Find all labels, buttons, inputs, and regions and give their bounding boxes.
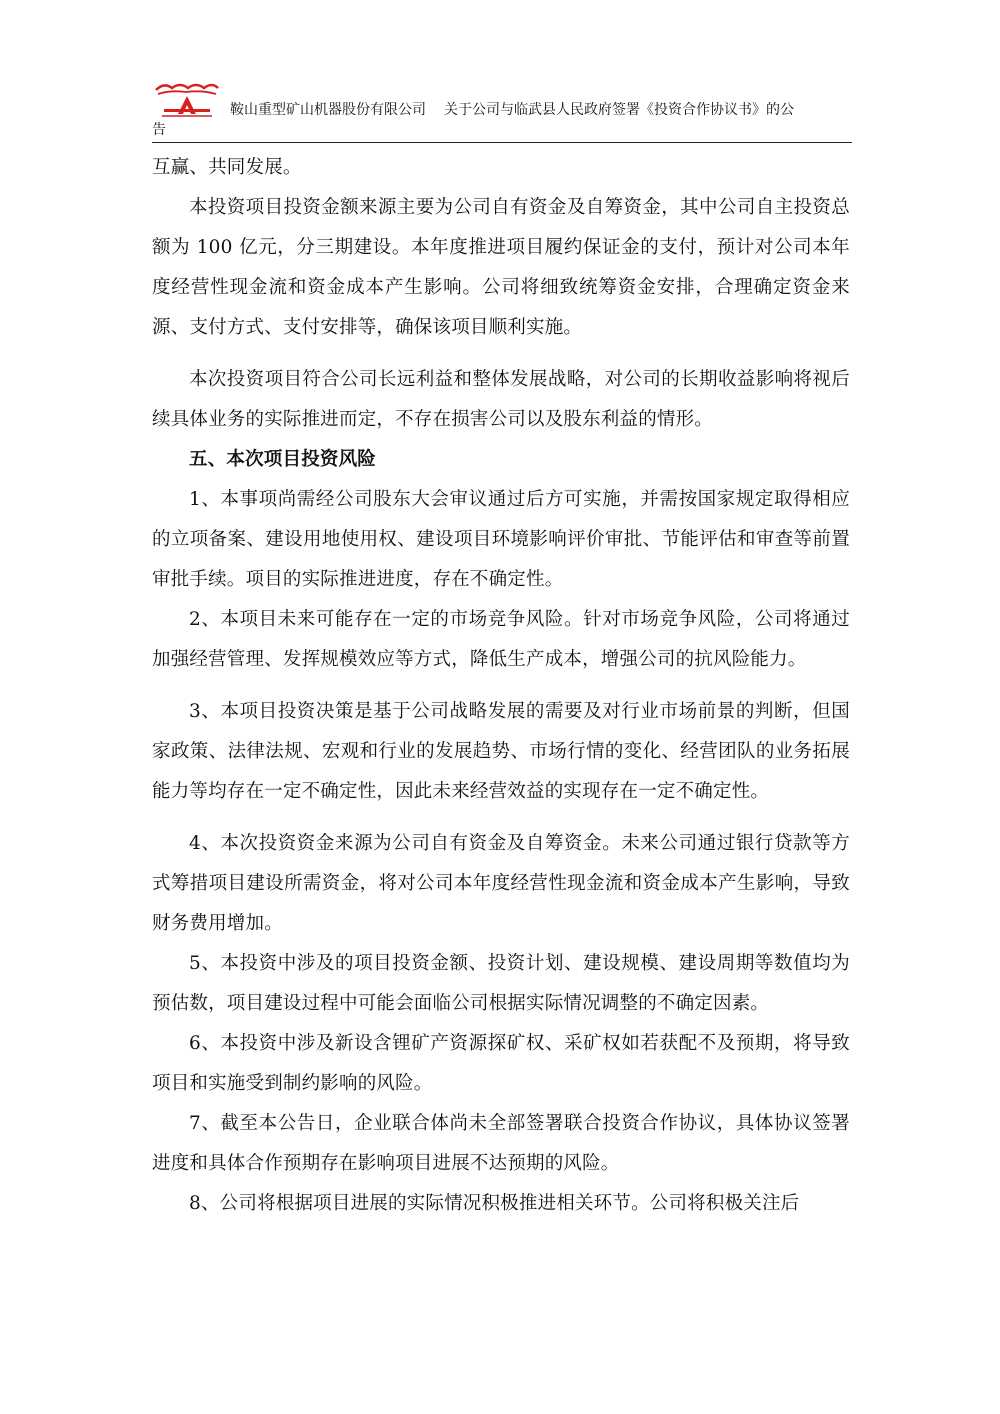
paragraph: 2、本项目未来可能存在一定的市场竞争风险。针对市场竞争风险，公司将通过加强经营管理、发挥规模效应等方式，降低生产成本，增强公司的抗风险能力。 bbox=[152, 609, 850, 670]
page-header bbox=[152, 78, 852, 144]
paragraph: 本投资项目投资金额来源主要为公司自有资金及自筹资金，其中公司自主投资总额为 100 亿元，分三期建设。本年度推进项目履约保证金的支付，预计对公司本年度经营性现金流和资金成本产生影响。公司将细致统筹资金安排，合理确定资金来源、支付方式、支付安排等，确保该项目顺利实施。 bbox=[152, 197, 850, 338]
company-logo-icon bbox=[152, 78, 222, 122]
header-title-line bbox=[230, 100, 852, 120]
paragraph: 互赢、共同发展。 bbox=[152, 157, 302, 178]
company-name: 鞍山重型矿山机器股份有限公司 bbox=[230, 102, 426, 118]
paragraph: 7、截至本公告日，企业联合体尚未全部签署联合投资合作协议，具体协议签署进度和具体合作预期存在影响项目进展不达预期的风险。 bbox=[152, 1113, 850, 1174]
section-heading: 五、本次项目投资风险 bbox=[189, 449, 377, 470]
paragraph: 1、本事项尚需经公司股东大会审议通过后方可实施，并需按国家规定取得相应的立项备案、建设用地使用权、建设项目环境影响评价审批、节能评估和审查等前置审批手续。项目的实际推进进度，存在不确定性。 bbox=[152, 489, 850, 590]
paragraph: 本次投资项目符合公司长远利益和整体发展战略，对公司的长期收益影响将视后续具体业务的实际推进而定，不存在损害公司以及股东利益的情形。 bbox=[152, 369, 850, 430]
paragraph: 3、本项目投资决策是基于公司战略发展的需要及对行业市场前景的判断，但国家政策、法律法规、宏观和行业的发展趋势、市场行情的变化、经营团队的业务拓展能力等均存在一定不确定性，因此未来经营效益的实现存在一定不确定性。 bbox=[152, 701, 850, 802]
document-title-continued: 告 bbox=[152, 122, 166, 138]
paragraph: 6、本投资中涉及新设含锂矿产资源探矿权、采矿权如若获配不及预期，将导致项目和实施受到制约影响的风险。 bbox=[152, 1033, 850, 1094]
document-title: 关于公司与临武县人民政府签署《投资合作协议书》的公 bbox=[444, 102, 794, 118]
paragraph: 4、本次投资资金来源为公司自有资金及自筹资金。未来公司通过银行贷款等方式筹措项目建设所需资金，将对公司本年度经营性现金流和资金成本产生影响，导致财务费用增加。 bbox=[152, 833, 850, 934]
paragraph: 8、公司将根据项目进展的实际情况积极推进相关环节。公司将积极关注后 bbox=[189, 1193, 800, 1214]
header-divider bbox=[152, 142, 852, 143]
paragraph: 5、本投资中涉及的项目投资金额、投资计划、建设规模、建设周期等数值均为预估数，项目建设过程中可能会面临公司根据实际情况调整的不确定因素。 bbox=[152, 953, 850, 1014]
document-body bbox=[152, 148, 850, 1224]
